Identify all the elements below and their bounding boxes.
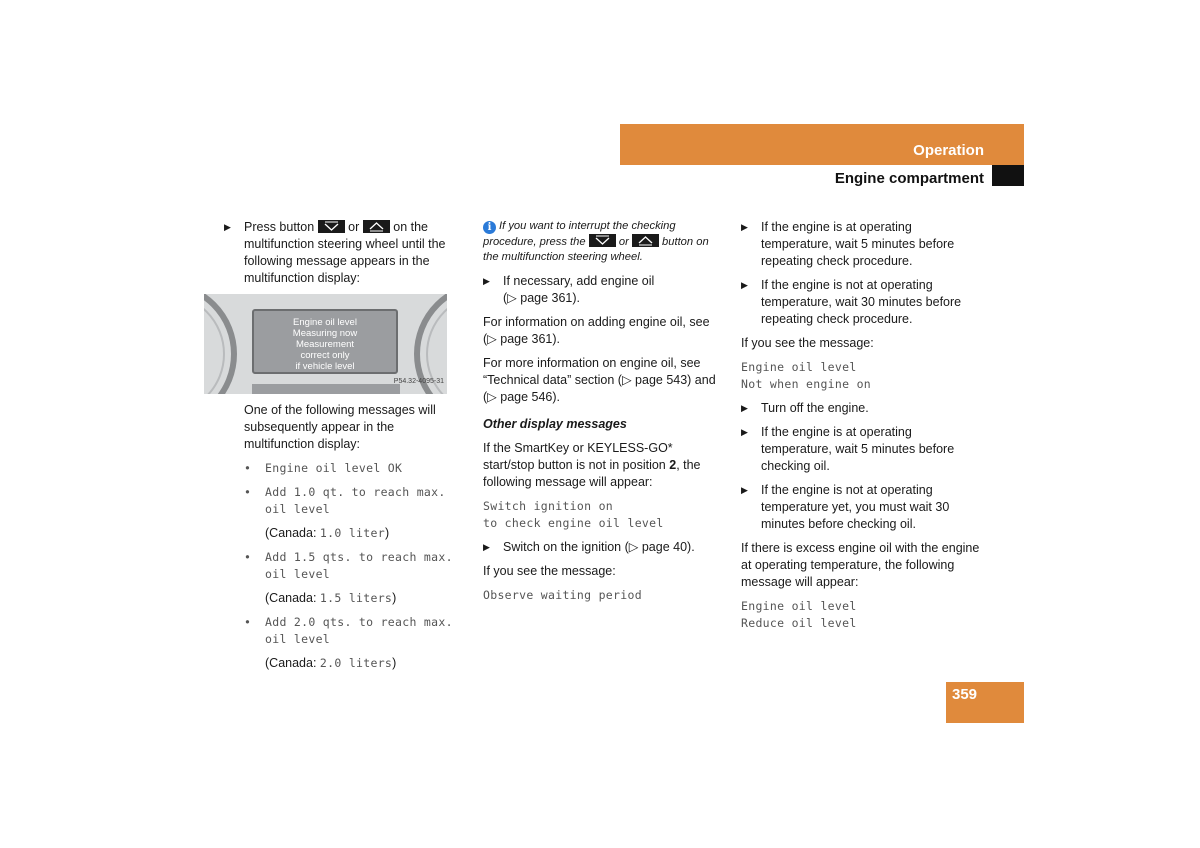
display-message (483, 587, 726, 604)
instrument-cluster-figure (204, 294, 447, 394)
paragraph (483, 440, 726, 491)
canada-note (265, 590, 467, 607)
step-warm: ▶ If the engine is at operating temperature, wait 5 minutes before repeating check procedure. (741, 219, 986, 270)
paren: ) (392, 656, 397, 670)
message-line: Switch ignition on (483, 499, 614, 513)
step-text: or (348, 220, 360, 234)
display-message (483, 498, 726, 532)
page-number: 359 (952, 686, 978, 703)
step-add-oil (483, 273, 726, 307)
step-press-button (224, 219, 467, 287)
message-line: to check engine oil level (483, 516, 664, 530)
paragraph: One of the following messages will subsequently appear in the multifunction display: (244, 403, 436, 451)
canada-value: 2.0 liters (319, 656, 393, 670)
message-item: • Add 1.5 qts. to reach max. oil level (244, 549, 467, 583)
paragraph: If you see the message: (741, 336, 874, 350)
display-message (741, 359, 986, 393)
para-text: If the SmartKey or KEYLESS-GO* start/stop button is not in position (483, 441, 673, 472)
display-message (741, 598, 986, 632)
info-note (483, 219, 726, 265)
display-line: if vehicle level (295, 361, 355, 372)
section-heading: Other display messages (483, 417, 627, 431)
canada-value: 1.0 liter (319, 526, 385, 540)
canada-note (265, 655, 467, 672)
multifunction-display (252, 309, 398, 374)
display-line: Measuring now (292, 328, 358, 339)
message-line: Observe waiting period (483, 588, 642, 602)
paragraph: If you see the message: (483, 564, 616, 578)
step-text: ▶ If necessary, add engine oil (503, 274, 655, 288)
header-marker (992, 165, 1024, 186)
display-line: Measurement (295, 339, 355, 350)
step-cold: ▶ If the engine is not at operating temperature yet, you must wait 30 minutes before checking oil. (741, 482, 986, 533)
step-cold: ▶ If the engine is not at operating temperature, wait 30 minutes before repeating check procedure. (741, 277, 986, 328)
paragraph: For more information on engine oil, see “Technical data” section (▷ page 543) and (▷ page 546). (483, 356, 716, 404)
step-warm: ▶ If the engine is at operating temperature, wait 5 minutes before checking oil. (741, 424, 986, 475)
paragraph: If there is excess engine oil with the engine at operating temperature, the following message will appear: (741, 541, 980, 589)
subsection-title: Engine compartment (834, 170, 984, 187)
info-icon: i (483, 221, 496, 234)
canada-label: (Canada: (265, 591, 317, 605)
position-number: 2 (669, 458, 677, 472)
step-turn-off: ▶ Turn off the engine. (741, 400, 986, 417)
message-line: Engine oil level (741, 360, 857, 374)
paren: ) (392, 591, 397, 605)
canada-value: 1.5 liters (319, 591, 393, 605)
para-text: , the following message will appear: (483, 458, 701, 489)
message-line: Not when engine on (741, 377, 872, 391)
message-item: • Add 2.0 qts. to reach max. oil level (244, 614, 467, 648)
step-text: Press button (244, 220, 315, 234)
page-ref: (▷ page 361). (503, 291, 581, 305)
paren: ) (384, 526, 390, 540)
display-line: correct only (300, 350, 350, 361)
step-ignition: ▶ Switch on the ignition (▷ page 40). (483, 539, 726, 556)
section-title: Operation (913, 142, 984, 159)
down-arrow-button-icon (589, 234, 616, 247)
canada-label: (Canada: (265, 656, 317, 670)
message-line: Engine oil level (741, 599, 857, 613)
note-text: If you want to interrupt the checking procedure, press the (483, 220, 676, 248)
figure-id: P54.32-4095-31 (393, 378, 444, 385)
column-2 (483, 219, 726, 611)
step-text: on the multifunction steering wheel until the following message appears in the multifunction display: (244, 220, 446, 285)
down-arrow-button-icon (318, 220, 345, 233)
canada-note (265, 525, 467, 542)
note-text: or (618, 236, 629, 248)
message-line: Reduce oil level (741, 616, 857, 630)
paragraph: For information on adding engine oil, see (▷ page 361). (483, 315, 710, 346)
column-1 (224, 219, 467, 679)
column-3 (741, 219, 986, 639)
up-arrow-button-icon (363, 220, 390, 233)
message-item: • Add 1.0 qt. to reach max. oil level (244, 484, 467, 518)
display-line: Engine oil level (293, 317, 357, 328)
message-item: • Engine oil level OK (244, 460, 467, 477)
note-text: button on the multifunction steering wheel. (483, 236, 709, 263)
up-arrow-button-icon (632, 234, 659, 247)
canada-label: (Canada: (265, 526, 317, 540)
